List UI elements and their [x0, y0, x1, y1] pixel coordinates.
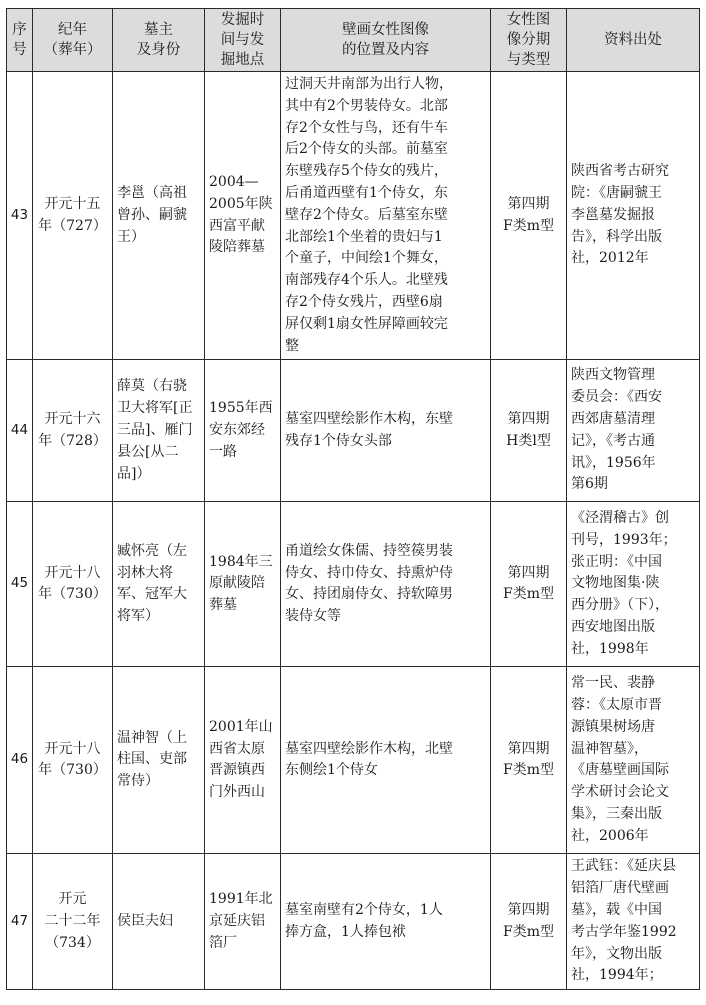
- cell-year: 开元十六 年（728）: [33, 360, 113, 502]
- header-excavation: 发掘时 间与发 掘地点: [205, 9, 281, 72]
- cell-no: 44: [7, 360, 33, 502]
- header-year: 纪年 （葬年）: [33, 9, 113, 72]
- header-no: 序 号: [7, 9, 33, 72]
- header-source: 资料出处: [567, 9, 700, 72]
- cell-phase: 第四期 F类m型: [491, 72, 567, 360]
- cell-source: 《泾渭稽古》创 刊号，1993年； 张正明：《中国 文物地图集·陕 西分册》（下）， 西安地图出版 社，1998年: [567, 502, 700, 667]
- cell-year: 开元十八 年（730）: [33, 502, 113, 667]
- header-phase: 女性图 像分期 与类型: [491, 9, 567, 72]
- cell-content: 墓室南壁有2个侍女，1人 捧方盒，1人捧包袱: [281, 854, 491, 990]
- cell-content: 墓室四壁绘影作木构，东壁 残存1个侍女头部: [281, 360, 491, 502]
- cell-excavation: 1984年三 原献陵陪 葬墓: [205, 502, 281, 667]
- header-owner: 墓主 及身份: [113, 9, 205, 72]
- cell-owner: 臧怀亮（左 羽林大将 军、冠军大 将军）: [113, 502, 205, 667]
- cell-source: 陕西省考古研究 院：《唐嗣虢王 李邕墓发掘报 告》，科学出版 社，2012年: [567, 72, 700, 360]
- cell-no: 46: [7, 667, 33, 854]
- cell-owner: 李邕（高祖 曾孙、嗣虢 王）: [113, 72, 205, 360]
- table-row: [7, 502, 700, 667]
- cell-owner: 温神智（上 柱国、吏部 常侍）: [113, 667, 205, 854]
- cell-source: 陕西文物管理 委员会：《西安 西郊唐墓清理 记》，《考古通 讯》，1956年 第6期: [567, 360, 700, 502]
- murals-table: [6, 8, 700, 990]
- cell-year: 开元十五 年（727）: [33, 72, 113, 360]
- table-row: [7, 667, 700, 854]
- cell-owner: 侯臣夫妇: [113, 854, 205, 990]
- cell-phase: 第四期 F类m型: [491, 667, 567, 854]
- cell-no: 47: [7, 854, 33, 990]
- table-row: [7, 854, 700, 990]
- cell-owner: 薛莫（右骁 卫大将军[正 三品]、雁门 县公[从二 品]）: [113, 360, 205, 502]
- cell-phase: 第四期 H类l型: [491, 360, 567, 502]
- cell-year: 开元十八 年（730）: [33, 667, 113, 854]
- cell-excavation: 1955年西 安东郊经 一路: [205, 360, 281, 502]
- table-body: [7, 72, 700, 990]
- cell-phase: 第四期 F类m型: [491, 502, 567, 667]
- table-row: [7, 72, 700, 360]
- cell-year: 开元 二十二年 （734）: [33, 854, 113, 990]
- cell-excavation: 2001年山 西省太原 晋源镇西 门外西山: [205, 667, 281, 854]
- table-row: [7, 360, 700, 502]
- cell-no: 45: [7, 502, 33, 667]
- cell-content: 过洞天井南部为出行人物， 其中有2个男装侍女。北部 存2个女性与鸟，还有牛车 后2个侍女的头部。前墓室 东壁残存5个侍女的残片， 后甬道西壁有1个侍女，东 壁存2个侍女。后墓室东壁 北部绘1个坐着的贵妇与1 个童子，中间绘1个舞女， 南部残存4个乐人。北壁残 存2个侍女残片，西壁6扇 屏仅剩1扇女性屏障画较完 整: [281, 72, 491, 360]
- table-header: [7, 9, 700, 72]
- cell-phase: 第四期 F类m型: [491, 854, 567, 990]
- cell-excavation: 2004— 2005年陕 西富平献 陵陪葬墓: [205, 72, 281, 360]
- cell-source: 王武钰：《延庆县 铝箔厂唐代壁画 墓》，载《中国 考古学年鉴1992 年》，文物出版 社，1994年；: [567, 854, 700, 990]
- header-content: 壁画女性图像 的位置及内容: [281, 9, 491, 72]
- cell-no: 43: [7, 72, 33, 360]
- cell-content: 甬道绘女侏儒、持箜篌男装 侍女、持巾侍女、持熏炉侍 女、持团扇侍女、持软障男 装侍女等: [281, 502, 491, 667]
- cell-excavation: 1991年北 京延庆铝 箔厂: [205, 854, 281, 990]
- cell-content: 墓室四壁绘影作木构，北壁 东侧绘1个侍女: [281, 667, 491, 854]
- cell-source: 常一民、裴静 蓉：《太原市晋 源镇果树场唐 温神智墓》， 《唐墓壁画国际 学术研讨会论文 集》，三秦出版 社，2006年: [567, 667, 700, 854]
- header-row: [7, 9, 700, 72]
